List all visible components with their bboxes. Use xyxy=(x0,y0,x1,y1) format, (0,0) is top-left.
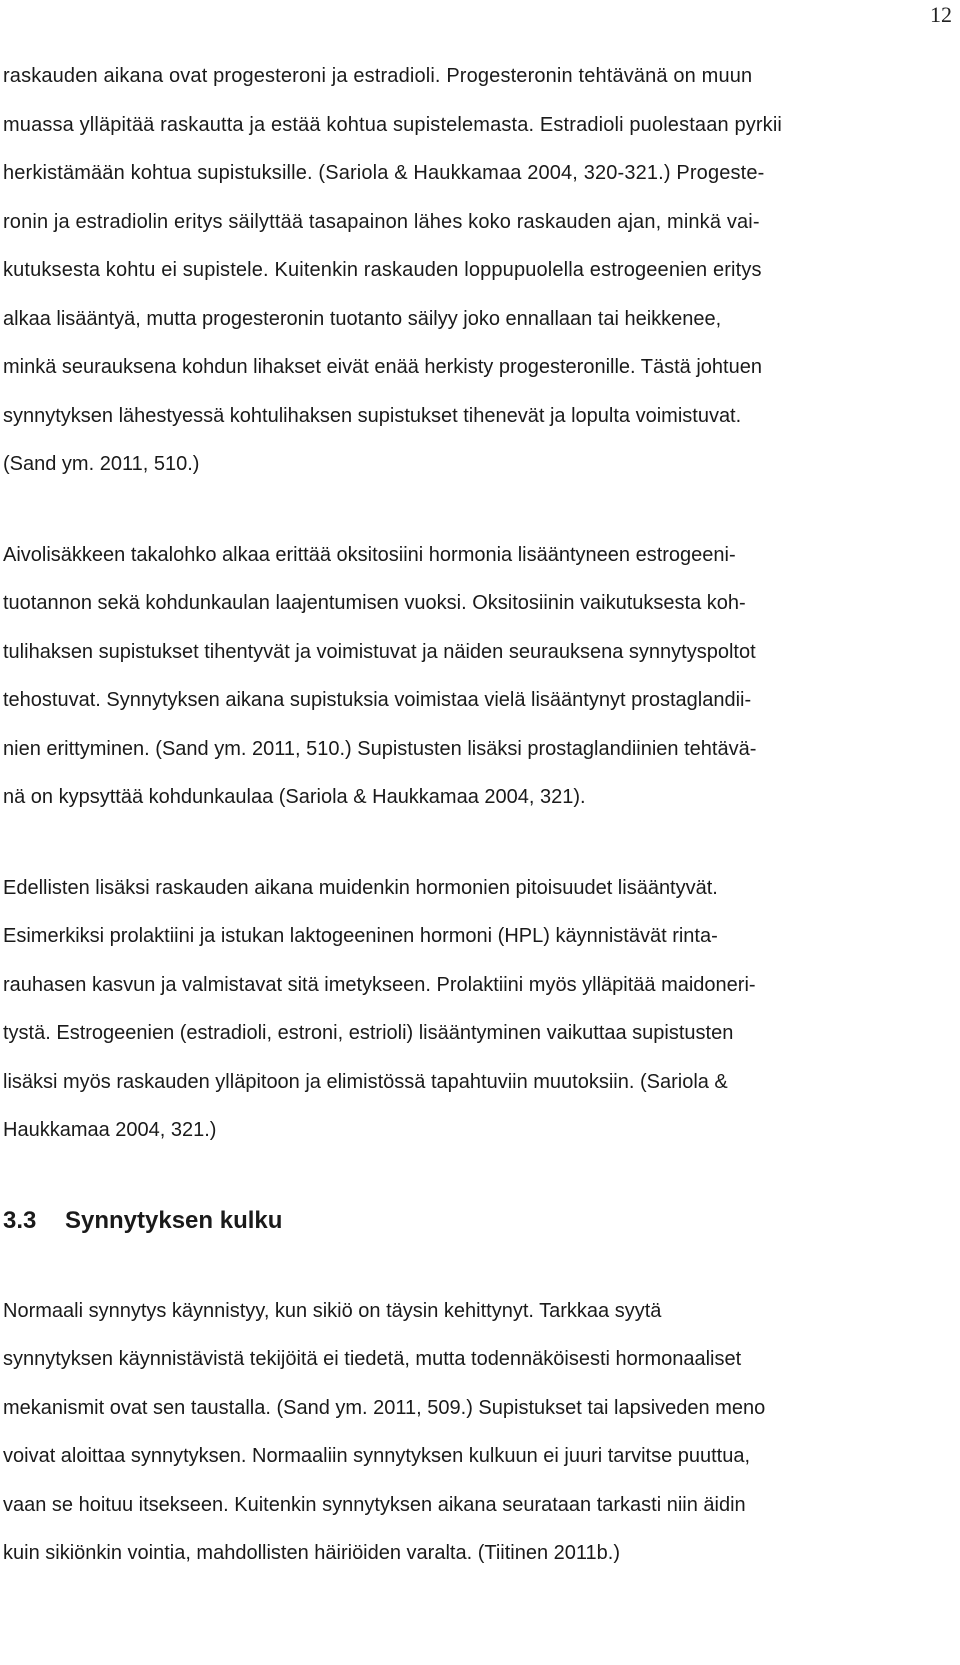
paragraph-1 xyxy=(3,52,955,489)
text-line: tehostuvat. Synnytyksen aikana supistuksia voimistaa vielä lisääntynyt prostaglandii- xyxy=(3,689,752,711)
text-line: voivat aloittaa synnytyksen. Normaaliin synnytyksen kulkuun ei juuri tarvitse puuttua, xyxy=(3,1445,751,1467)
text-line: nä on kypsyttää kohdunkaulaa (Sariola & Haukkamaa 2004, 321). xyxy=(3,786,586,808)
text-line: raskauden aikana ovat progesteroni ja estradioli. Progesteronin tehtävänä on muun xyxy=(3,65,753,87)
text-line: synnytyksen lähestyessä kohtulihaksen supistukset tihenevät ja lopulta voimistuvat. xyxy=(3,404,742,427)
text-line: rauhasen kasvun ja valmistavat sitä imetykseen. Prolaktiini myös ylläpitää maidoneri- xyxy=(3,973,756,996)
text-line: herkistämään kohtua supistuksille. (Sariola & Haukkamaa 2004, 320-321.) Progeste- xyxy=(3,162,765,184)
text-line: tulihaksen supistukset tihentyvät ja voimistuvat ja näiden seurauksena synnytyspoltot xyxy=(3,640,756,663)
text-line: Aivolisäkkeen takalohko alkaa erittää oksitosiini hormonia lisääntyneen estrogeeni- xyxy=(3,543,736,566)
text-line: muassa ylläpitää raskautta ja estää kohtua supistelemasta. Estradioli puolestaan pyrkii xyxy=(3,113,783,136)
text-line: nien erittyminen. (Sand ym. 2011, 510.) Supistusten lisäksi prostaglandiinien tehtävä- xyxy=(3,737,757,760)
text-line: kutuksesta kohtu ei supistele. Kuitenkin raskauden loppupuolella estrogeenien eritys xyxy=(3,259,762,281)
page-number: 12 xyxy=(930,2,952,27)
section-heading xyxy=(3,1197,955,1245)
document-body xyxy=(3,52,955,1578)
text-line: ronin ja estradiolin eritys säilyttää tasapainon lähes koko raskauden ajan, minkä vai- xyxy=(3,210,760,233)
text-line: Edellisten lisäksi raskauden aikana muidenkin hormonien pitoisuudet lisääntyvät. xyxy=(3,876,718,899)
paragraph-gap xyxy=(3,489,955,531)
paragraph-gap xyxy=(3,822,955,864)
section-number: 3.3 xyxy=(3,1206,37,1234)
paragraph-3 xyxy=(3,864,955,1155)
paragraph-2 xyxy=(3,531,955,822)
text-line: synnytyksen käynnistävistä tekijöitä ei tiedetä, mutta todennäköisesti hormonaaliset xyxy=(3,1348,742,1370)
paragraph-4 xyxy=(3,1287,955,1578)
text-line: vaan se hoituu itsekseen. Kuitenkin synnytyksen aikana seurataan tarkasti niin äidin xyxy=(3,1493,746,1516)
paragraph-gap xyxy=(3,1155,955,1197)
text-line: alkaa lisääntyä, mutta progesteronin tuotanto säilyy joko ennallaan tai heikkenee, xyxy=(3,307,722,330)
text-line: lisäksi myös raskauden ylläpitoon ja elimistössä tapahtuviin muutoksiin. (Sariola & xyxy=(3,1070,728,1093)
text-line: (Sand ym. 2011, 510.) xyxy=(3,453,200,475)
text-line: mekanismit ovat sen taustalla. (Sand ym. 2011, 509.) Supistukset tai lapsiveden meno xyxy=(3,1396,766,1419)
section-title: Synnytyksen kulku xyxy=(65,1206,283,1234)
text-line: Esimerkiksi prolaktiini ja istukan laktogeeninen hormoni (HPL) käynnistävät rinta- xyxy=(3,925,718,947)
text-line: minkä seurauksena kohdun lihakset eivät enää herkisty progesteronille. Tästä johtuen xyxy=(3,356,762,378)
text-line: kuin sikiönkin vointia, mahdollisten häiriöiden varalta. (Tiitinen 2011b.) xyxy=(3,1542,620,1564)
text-line: Normaali synnytys käynnistyy, kun sikiö on täysin kehittynyt. Tarkkaa syytä xyxy=(3,1299,662,1322)
paragraph-gap xyxy=(3,1245,955,1287)
text-line: tystä. Estrogeenien (estradioli, estroni, estrioli) lisääntyminen vaikuttaa supistusten xyxy=(3,1022,734,1044)
text-line: tuotannon sekä kohdunkaulan laajentumisen vuoksi. Oksitosiinin vaikutuksesta koh- xyxy=(3,592,746,614)
text-line: Haukkamaa 2004, 321.) xyxy=(3,1119,217,1141)
